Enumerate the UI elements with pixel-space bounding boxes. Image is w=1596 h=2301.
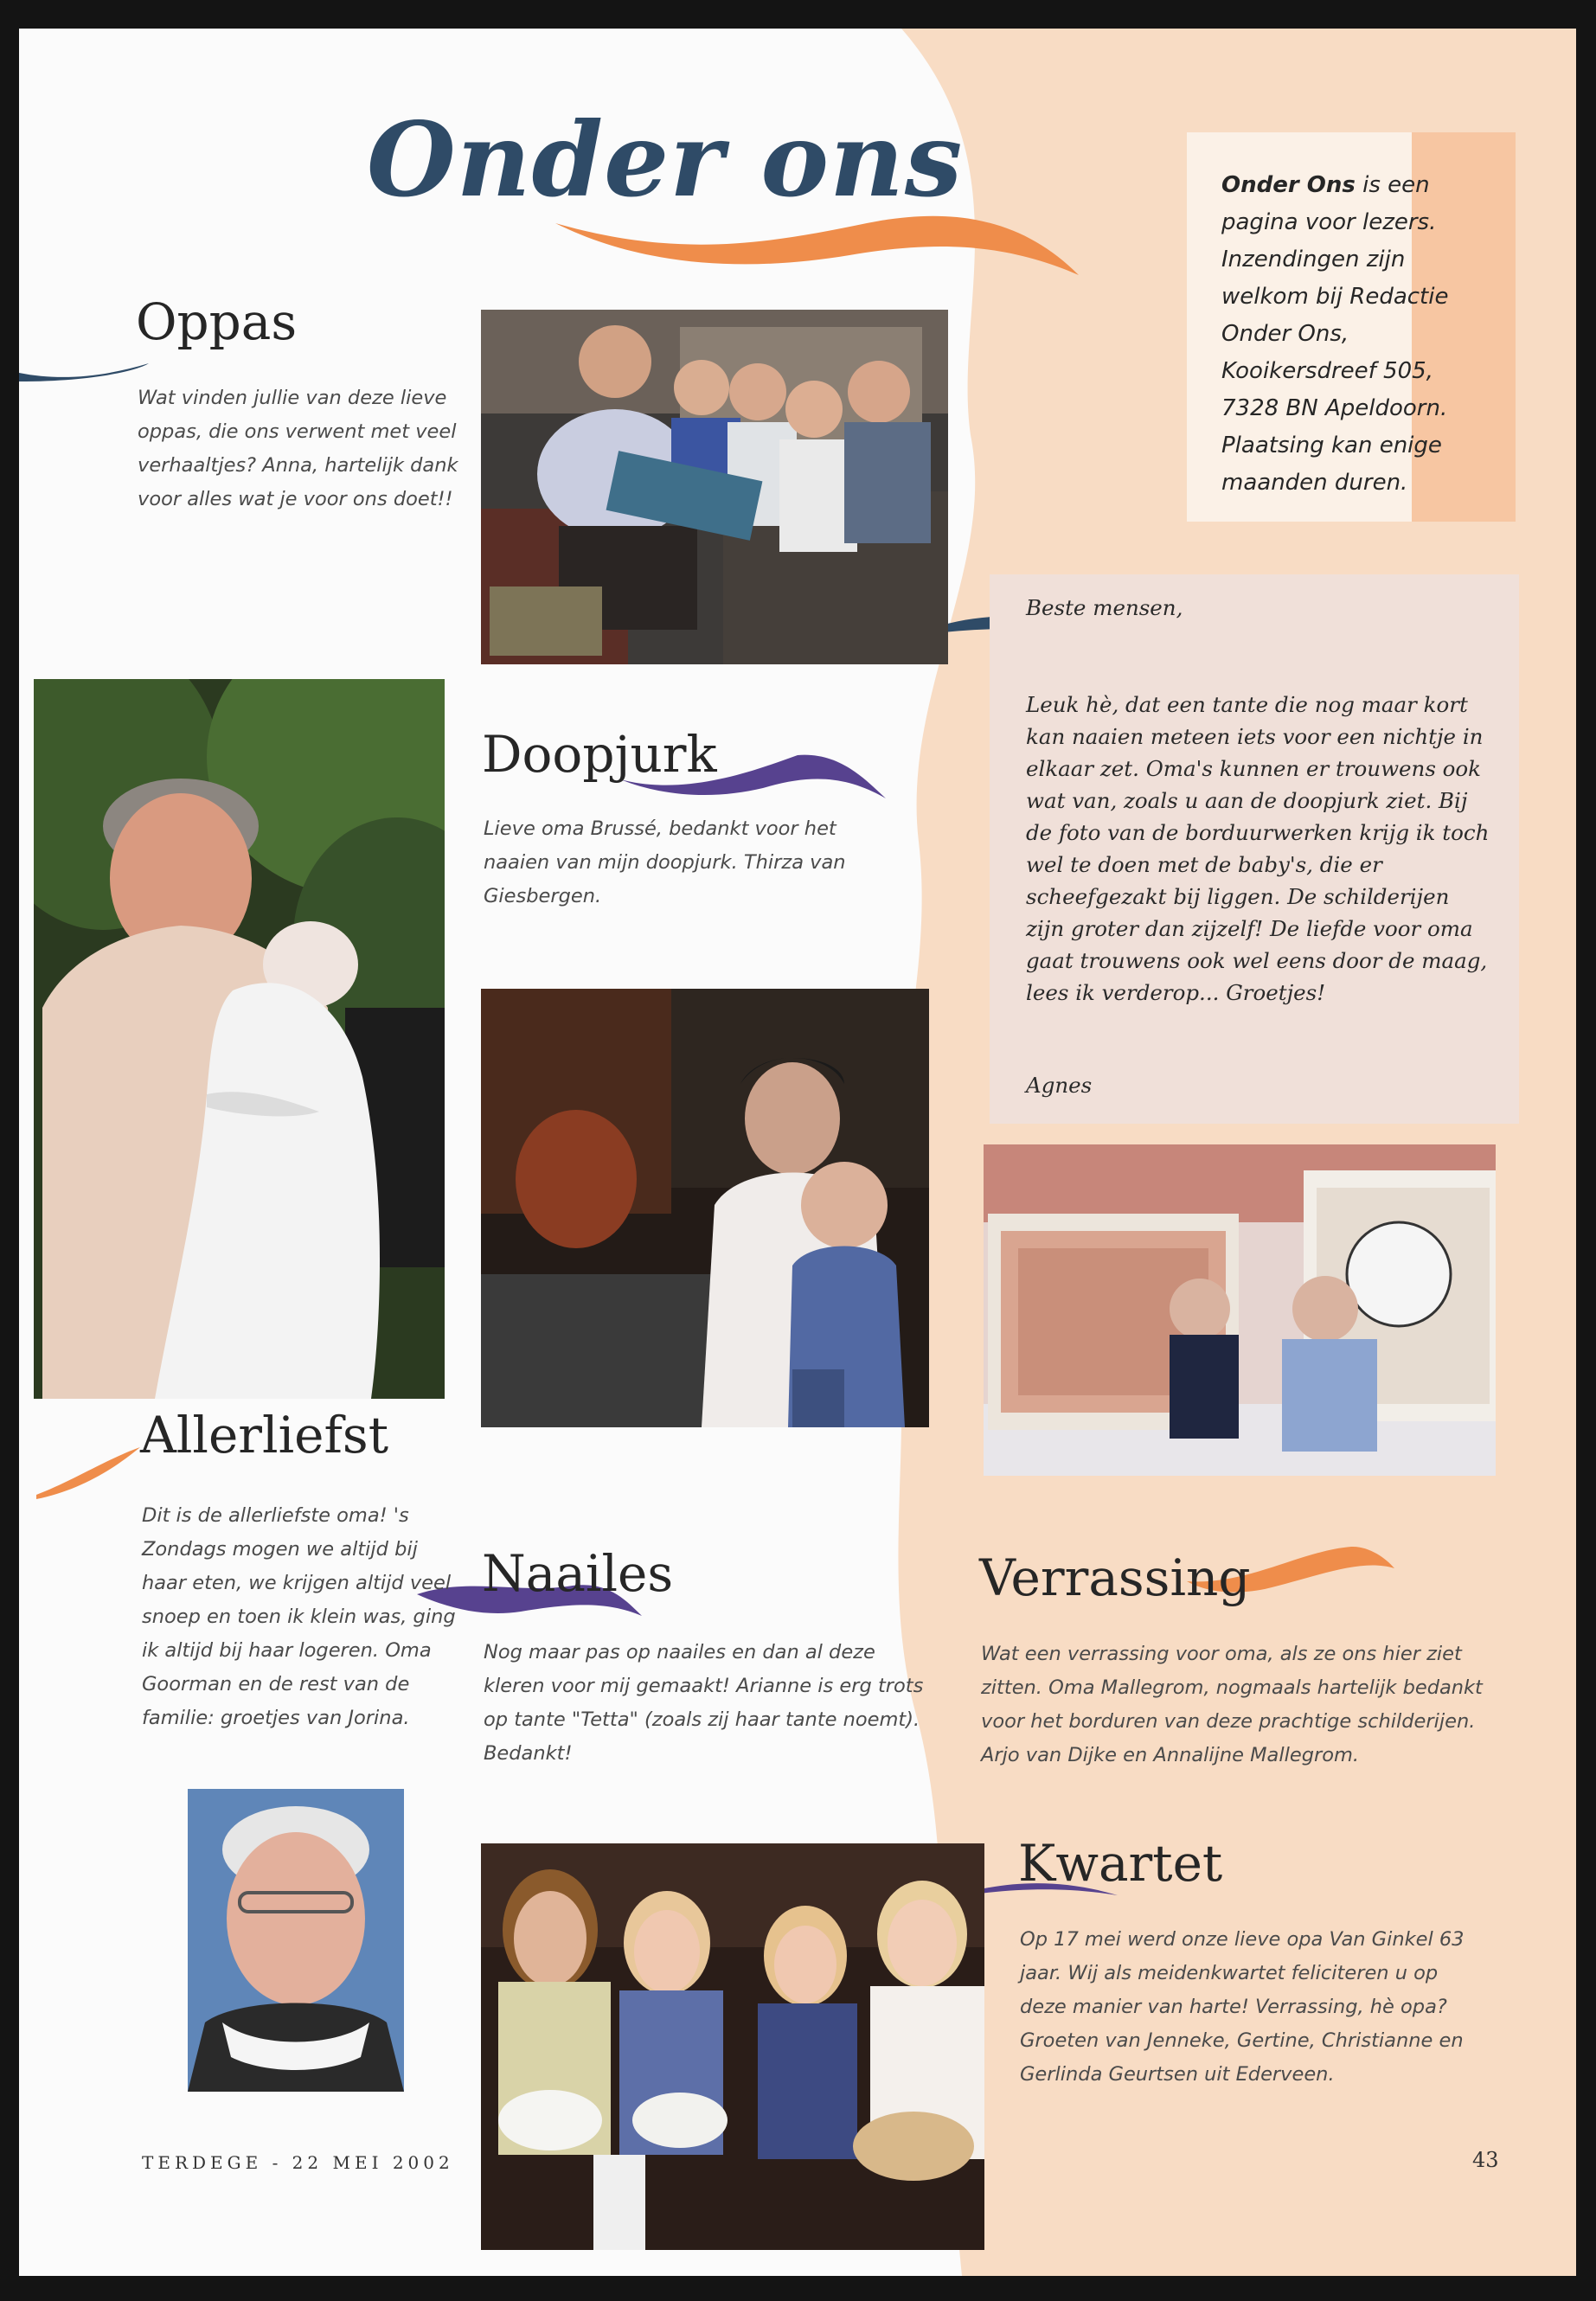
kwartet-caption: Op 17 mei werd onze lieve opa Van Ginkel 63 jaar. Wij als meidenkwartet feliciteren u op deze manier van harte! Verrassing, hè opa? Groeten van Jenneke, Gertine, Christianne en Gerlinda Geurtsen uit Ederveen. (1020, 1928, 1465, 2086)
magazine-page (19, 29, 1576, 2276)
allerliefst-photo (188, 1789, 404, 2092)
info-body: is een pagina voor lezers. Inzendingen zijn welkom bij Redactie Onder Ons, Kooikersdreef 505, 7328 BN Apeldoorn. Plaatsing kan enige maanden duren. (1221, 172, 1449, 496)
naailes-caption: Nog maar pas op naailes en dan al deze kleren voor mij gemaakt! Arianne is erg trots op tante "Tetta" (zoals zij haar tante noemt). Bedankt! (484, 1641, 924, 1765)
info-text (1221, 167, 1490, 502)
oppas-title: Oppas (136, 292, 298, 351)
doopjurk-caption: Lieve oma Brussé, bedankt voor het naaien van mijn doopjurk. Thirza van Giesbergen. (484, 817, 846, 907)
verrassing-title: Verrassing (979, 1548, 1251, 1607)
masthead-title: Onder ons (367, 99, 964, 220)
info-box (1187, 132, 1516, 522)
naailes-title: Naailes (482, 1544, 674, 1603)
naailes-photo (481, 989, 929, 1427)
doopjurk-title: Doopjurk (482, 725, 717, 784)
allerliefst-caption: Dit is de allerliefste oma! 's Zondags mogen we altijd bij haar eten, we krijgen altijd veel snoep en toen ik klein was, ging ik altijd bij haar logeren. Oma Goorman en de rest van de familie: groetjes van Jorina. (142, 1504, 456, 1729)
kwartet-photo (481, 1843, 984, 2250)
info-bold: Onder Ons (1221, 172, 1356, 198)
letter-body: Leuk hè, dat een tante die nog maar kort kan naaien meteen iets voor een nichtje in elkaar zet. Oma's kunnen er trouwens ook wat van, zoals u aan de doopjurk ziet. Bij de foto van de borduurwerken krijg ik toch wel te doen met de baby's, die er scheefgezakt bij liggen. De schilderijen zijn groter dan zijzelf! De liefde voor oma gaat trouwens ook wel eens door de maag, lees ik verderop... Groetjes! (1026, 692, 1490, 1005)
kwartet-title: Kwartet (1018, 1834, 1223, 1893)
letter-box (990, 574, 1519, 1124)
letter-greeting: Beste mensen, (1026, 595, 1183, 620)
allerliefst-title: Allerliefst (140, 1406, 388, 1465)
verrassing-caption: Wat een verrassing voor oma, als ze ons hier ziet zitten. Oma Mallegrom, nogmaals hartelijk bedankt voor het borduren van deze prachtige schilderijen. Arjo van Dijke en Annalijne Mallegrom. (981, 1643, 1483, 1766)
page-number: 43 (1472, 2148, 1499, 2172)
letter-signature: Agnes (1026, 1073, 1093, 1098)
footer-issue: TERDEGE - 22 MEI 2002 (142, 2152, 454, 2173)
oppas-photo (481, 310, 948, 664)
doopjurk-photo (34, 679, 445, 1399)
oppas-caption: Wat vinden jullie van deze lieve oppas, die ons verwent met veel verhaaltjes? Anna, hartelijk dank voor alles wat je voor ons doet!! (138, 387, 458, 510)
verrassing-photo (984, 1144, 1496, 1476)
